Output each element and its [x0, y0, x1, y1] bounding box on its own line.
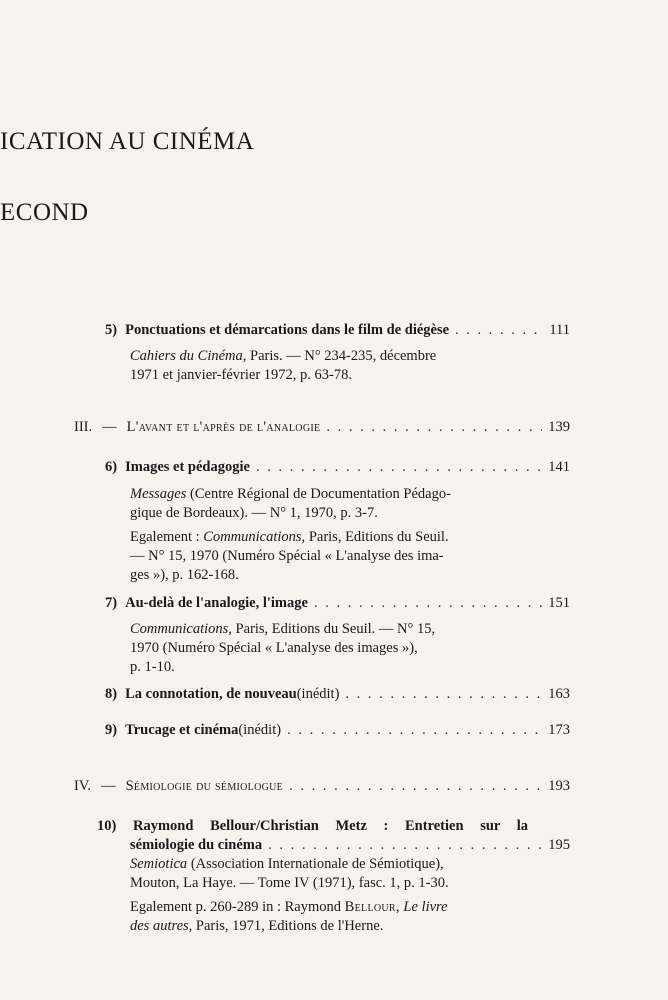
leader-dots [289, 777, 542, 796]
part-number: III. [74, 419, 93, 435]
page-number: 111 [549, 322, 570, 338]
entry-source: Cahiers du Cinéma, Paris. — N° 234-235, décembre 1971 et janvier-février 1972, p. 63-78. [130, 348, 437, 383]
part-number: IV. [74, 778, 92, 794]
page-number: 141 [548, 459, 570, 475]
running-header-subtitle: ECOND [0, 199, 89, 226]
entry-source: Semiotica (Association Internationale de Sémiotique), Mouton, La Haye. — Tome IV (1971), fasc. 1, p. 1-30. Egalement p. 260-289 in : Raymond Bellour, Le livre des autres, Paris, 1971, Editions de l'Herne. [130, 856, 449, 934]
entry-number: 10) [97, 818, 117, 834]
running-header-title: ICATION AU CINÉMA [0, 128, 255, 155]
part-dash: — [102, 419, 117, 435]
entry-suffix: (inédit) [238, 722, 282, 738]
part-dash: — [101, 778, 116, 794]
entry-title: Trucage et cinéma [125, 722, 239, 738]
entry-title: Au-delà de l'analogie, l'image [125, 595, 308, 611]
entry-suffix: (inédit) [296, 686, 340, 702]
leader-dots [256, 458, 542, 477]
entry-number: 8) [105, 686, 118, 702]
part-title: Sémiologie du sémiologue [125, 778, 284, 794]
leader-dots [268, 836, 542, 855]
entry-number: 5) [105, 322, 118, 338]
entry-number: 6) [105, 459, 118, 475]
leader-dots [455, 321, 543, 340]
entry-source: Messages (Centre Régional de Documentation Pédago- gique de Bordeaux). — N° 1, 1970, p. 3-7. Egalement : Communications, Paris, Editions du Seuil. — N° 15, 1970 (Numéro Spécial « L'analyse des ima- ges »), p. 162-168. [130, 486, 451, 583]
leader-dots [326, 418, 542, 437]
entry-title: La connotation, de nouveau [125, 686, 297, 702]
leader-dots [314, 594, 542, 613]
page-number: 163 [548, 686, 570, 702]
entry-title: Raymond Bellour/Christian Metz : Entretien sur la [133, 818, 529, 834]
page-number: 193 [548, 778, 570, 794]
part-title: L'avant et l'après de l'analogie [126, 419, 321, 435]
entry-number: 9) [105, 722, 118, 738]
entry-title: Images et pédagogie [125, 459, 250, 475]
page-number: 195 [548, 837, 570, 853]
leader-dots [345, 685, 542, 704]
page-number: 151 [548, 595, 570, 611]
entry-source: Communications, Paris, Editions du Seuil. — N° 15, 1970 (Numéro Spécial « L'analyse des images »), p. 1-10. [130, 621, 436, 675]
entry-title: Ponctuations et démarcations dans le film de diégèse [125, 322, 450, 338]
entry-title-continued: sémiologie du cinéma [130, 837, 263, 853]
leader-dots [287, 721, 542, 740]
page-number: 173 [548, 722, 570, 738]
entry-number: 7) [105, 595, 118, 611]
page-number: 139 [548, 419, 570, 435]
